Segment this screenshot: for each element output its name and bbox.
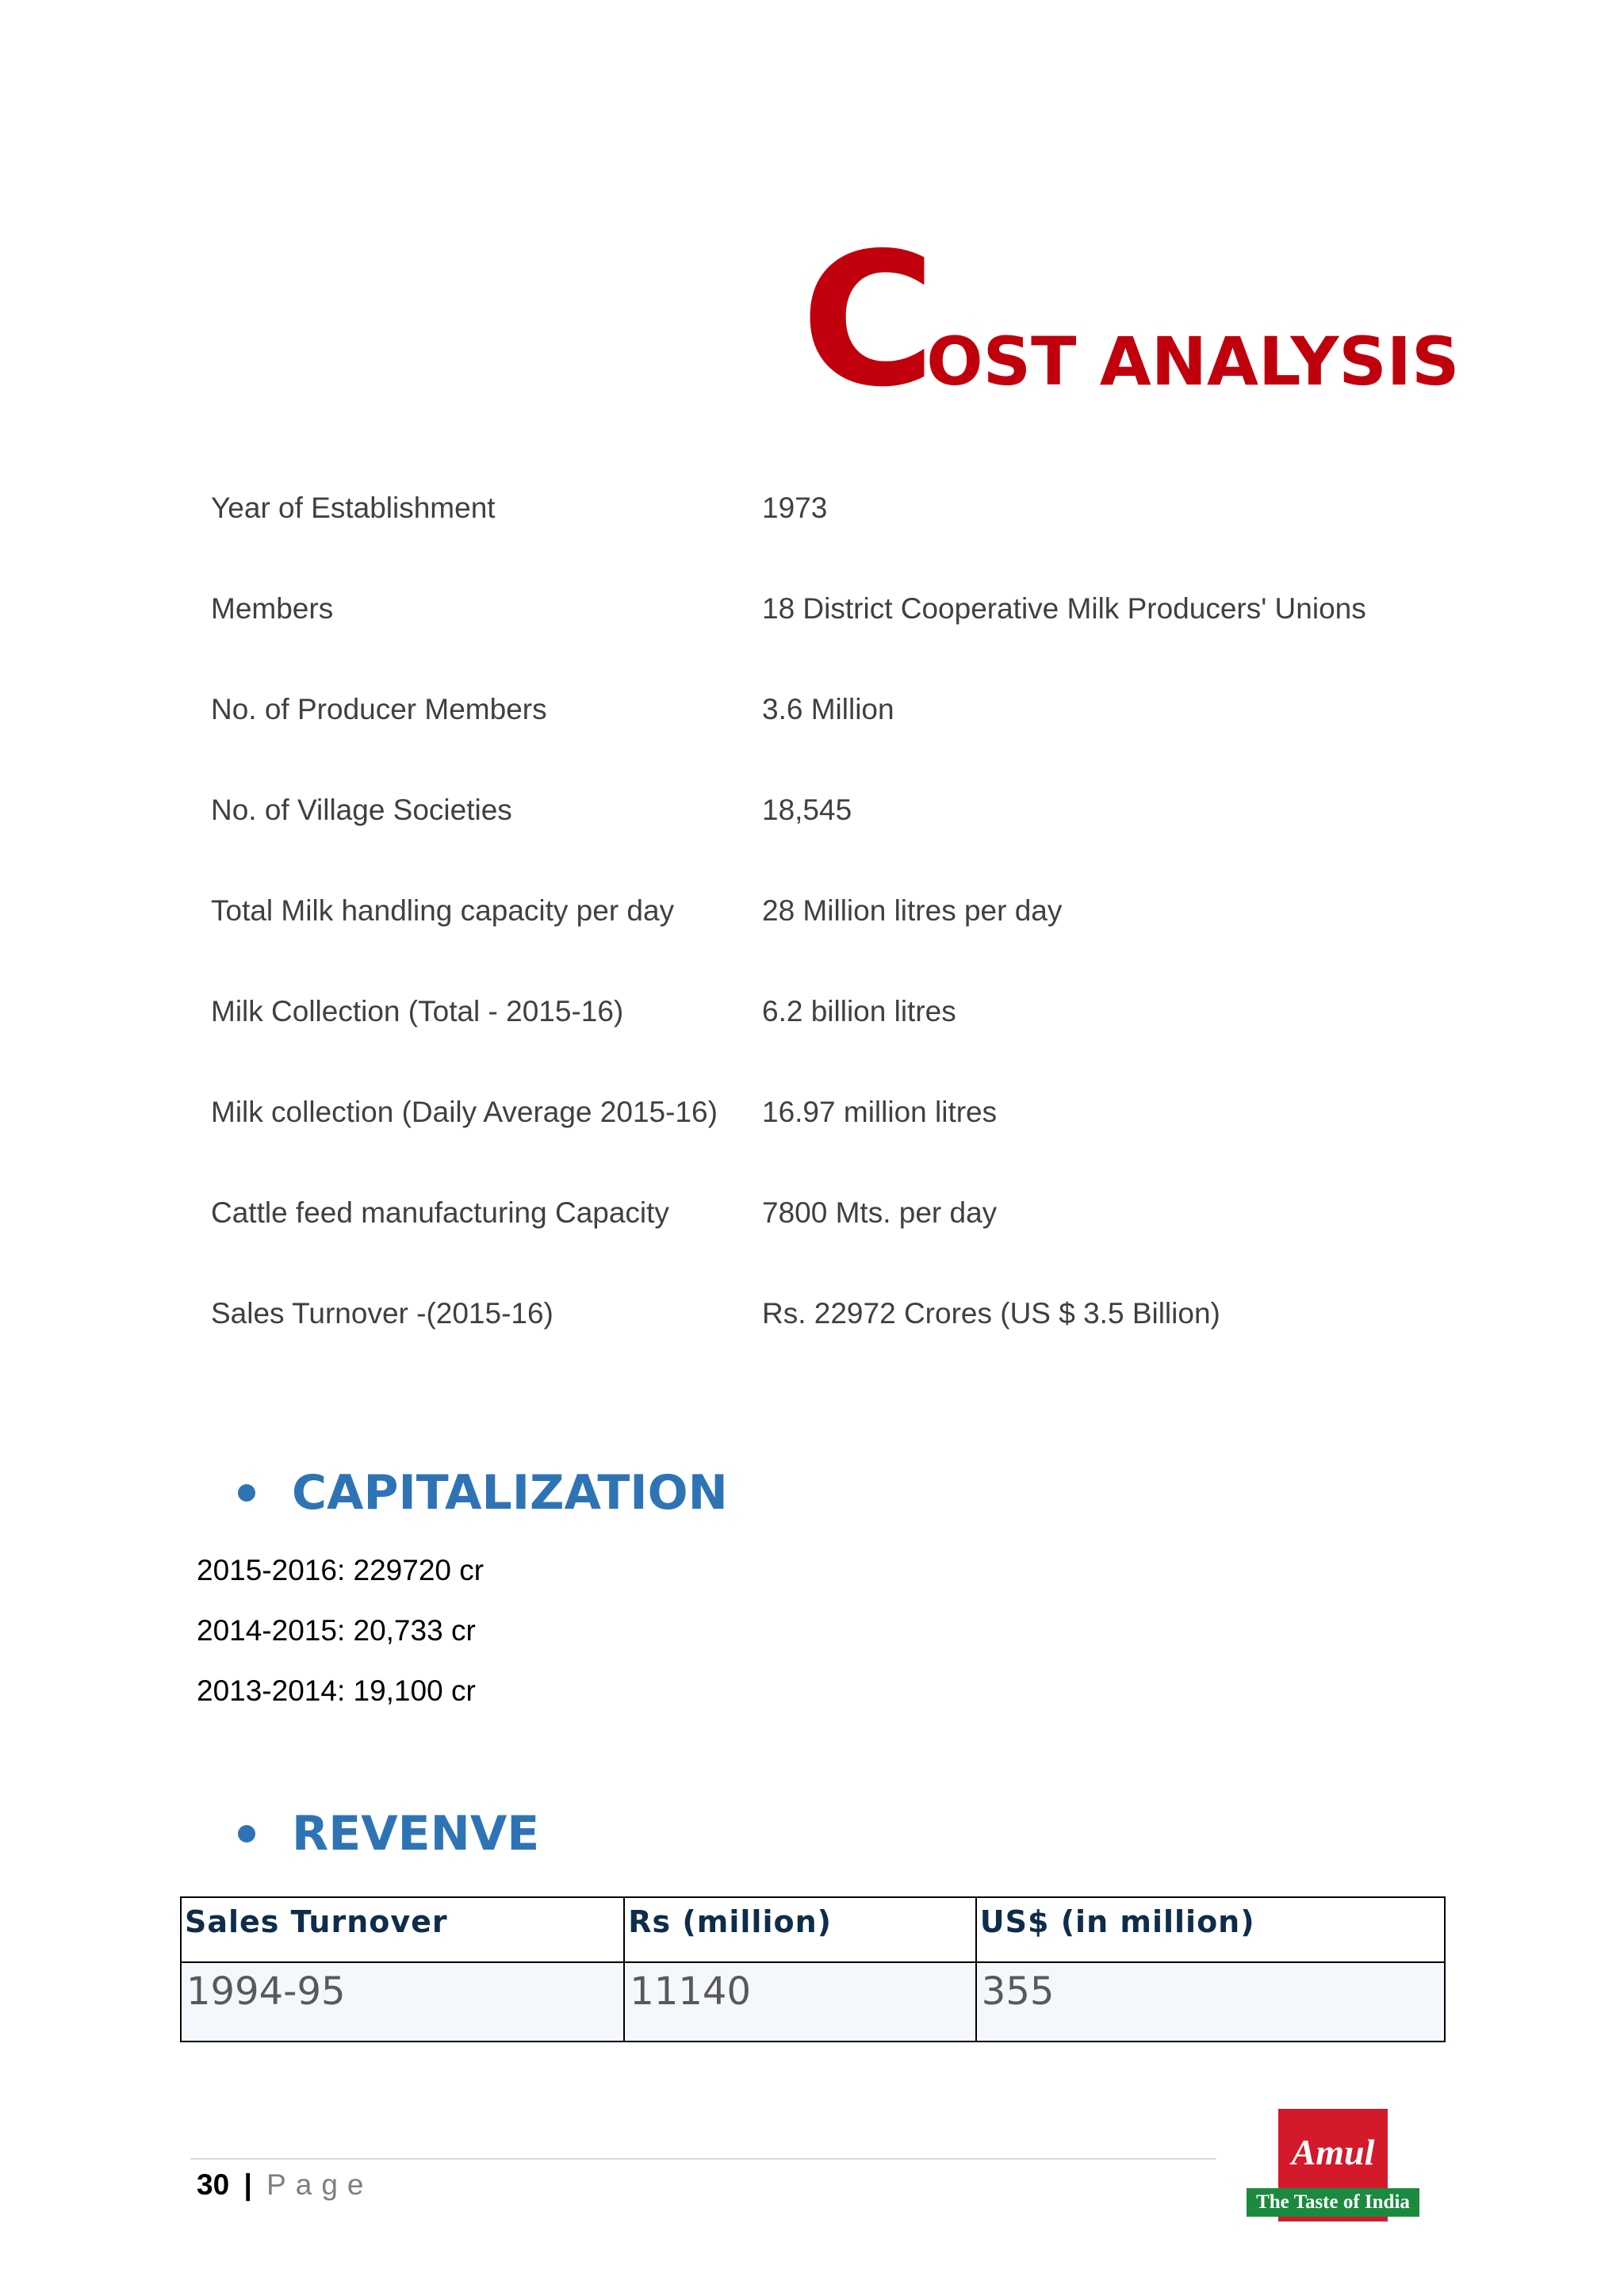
fact-value: 18 District Cooperative Milk Producers' Unions bbox=[762, 592, 1366, 625]
footer-divider bbox=[190, 2158, 1216, 2160]
fact-value: 18,545 bbox=[762, 794, 852, 826]
page-number bbox=[197, 2168, 373, 2202]
fact-row bbox=[211, 476, 1480, 576]
fact-value: Rs. 22972 Crores (US $ 3.5 Billion) bbox=[762, 1297, 1220, 1330]
fact-label: Milk collection (Daily Average 2015-16) bbox=[211, 1096, 718, 1128]
table-header-row bbox=[181, 1897, 1445, 1962]
fact-row bbox=[211, 576, 1480, 677]
fact-row bbox=[211, 778, 1480, 878]
revenue-heading bbox=[238, 1806, 539, 1862]
capitalization-heading bbox=[238, 1465, 728, 1521]
column-header: US$ (in million) bbox=[976, 1897, 1445, 1962]
fact-label: Cattle feed manufacturing Capacity bbox=[211, 1196, 669, 1229]
fact-value: 16.97 million litres bbox=[762, 1096, 998, 1128]
logo-tagline: The Taste of India bbox=[1247, 2188, 1419, 2217]
revenue-table bbox=[180, 1896, 1446, 2042]
fact-value: 1973 bbox=[762, 492, 828, 524]
fact-value: 7800 Mts. per day bbox=[762, 1196, 998, 1229]
revenue-heading-text: REVENVE bbox=[292, 1806, 540, 1862]
page-separator: | bbox=[243, 2168, 252, 2201]
list-item: 2015-2016: 229720 cr bbox=[197, 1554, 485, 1586]
table-row bbox=[181, 1962, 1445, 2042]
table-cell: 1994-95 bbox=[181, 1962, 624, 2042]
amul-logo bbox=[1247, 2109, 1419, 2228]
column-header: Sales Turnover bbox=[181, 1897, 624, 1962]
logo-brand: Amul bbox=[1291, 2132, 1375, 2172]
fact-row bbox=[211, 677, 1480, 778]
title-rest: OST ANALYSIS bbox=[926, 323, 1460, 400]
fact-row bbox=[211, 1181, 1480, 1281]
page-number-value: 30 bbox=[197, 2168, 230, 2201]
column-header: Rs (million) bbox=[624, 1897, 976, 1962]
table-cell: 355 bbox=[976, 1962, 1445, 2042]
page-title bbox=[801, 213, 1460, 427]
capitalization-list bbox=[197, 1554, 484, 1735]
list-item: 2013-2014: 19,100 cr bbox=[197, 1674, 476, 1707]
bullet-icon bbox=[238, 1825, 255, 1843]
fact-label: No. of Producer Members bbox=[211, 693, 547, 725]
fact-row bbox=[211, 1281, 1480, 1382]
fact-label: Members bbox=[211, 592, 334, 625]
fact-label: No. of Village Societies bbox=[211, 794, 512, 826]
page-word: Page bbox=[266, 2168, 373, 2201]
fact-row bbox=[211, 979, 1480, 1080]
list-item: 2014-2015: 20,733 cr bbox=[197, 1614, 476, 1647]
fact-value: 6.2 billion litres bbox=[762, 995, 956, 1027]
bullet-icon bbox=[238, 1484, 255, 1502]
fact-row bbox=[211, 1080, 1480, 1181]
logo-underline bbox=[1278, 2217, 1388, 2221]
table-cell: 11140 bbox=[624, 1962, 976, 2042]
facts-list bbox=[211, 476, 1480, 1382]
fact-row bbox=[211, 878, 1480, 979]
fact-value: 3.6 Million bbox=[762, 693, 894, 725]
fact-label: Year of Establishment bbox=[211, 492, 496, 524]
fact-value: 28 Million litres per day bbox=[762, 894, 1063, 927]
capitalization-heading-text: CAPITALIZATION bbox=[292, 1465, 728, 1521]
title-drop-cap: C bbox=[801, 213, 933, 427]
fact-label: Sales Turnover -(2015-16) bbox=[211, 1297, 553, 1330]
fact-label: Total Milk handling capacity per day bbox=[211, 894, 675, 927]
fact-label: Milk Collection (Total - 2015-16) bbox=[211, 995, 624, 1027]
